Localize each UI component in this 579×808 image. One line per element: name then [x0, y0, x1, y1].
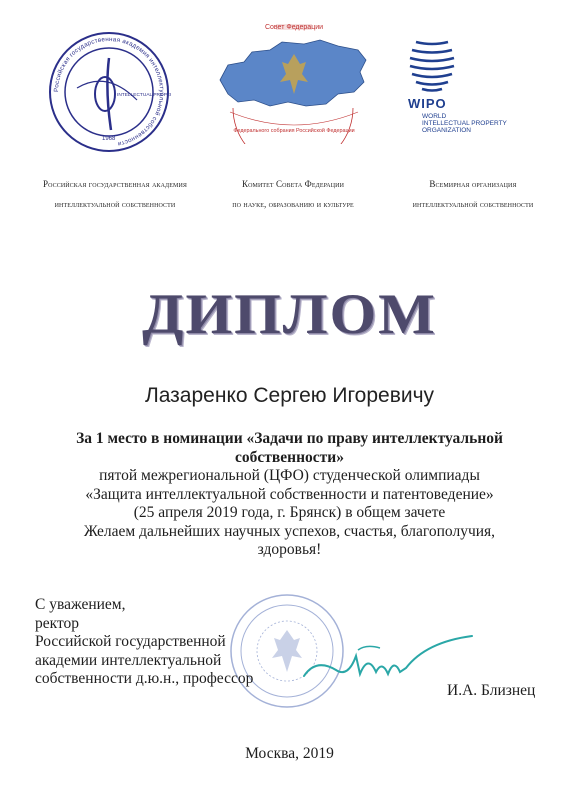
award-line-7: здоровья! — [257, 541, 322, 558]
award-line-3: пятой межрегиональной (ЦФО) студенческой олимпиады — [99, 467, 480, 484]
org-caption-left — [20, 174, 210, 214]
rgais-ring-text: Российская государственная академия интеллектуальной собственности — [52, 35, 166, 148]
rgais-logo — [47, 30, 171, 154]
award-line-6: Желаем дальнейших научных успехов, счастья, благополучия, — [83, 522, 496, 540]
org-caption-center-line2: по науке, образованию и культуре — [232, 199, 354, 209]
wipo-line1: WORLD — [422, 113, 447, 120]
org-caption-right — [378, 174, 568, 214]
org-caption-center-line1: Комитет Совета Федерации — [241, 179, 345, 189]
wipo-line2: INTELLECTUAL PROPERTY — [422, 120, 507, 127]
rgais-year: 1968 — [102, 136, 116, 142]
signature-line-4: академии интеллектуальной — [35, 651, 222, 669]
wipo-acronym: WIPO — [408, 96, 447, 111]
org-caption-center — [198, 174, 388, 214]
federation-council-logo — [208, 20, 374, 144]
award-line-1: За 1 место в номинации «Задачи по праву интеллектуальной — [76, 430, 503, 447]
wipo-logo — [398, 32, 554, 142]
award-line-5: (25 апреля 2019 года, г. Брянск) в общем зачете — [133, 504, 446, 521]
fc-bottom-text: Федерального собрания Российской Федерации — [233, 128, 355, 134]
signature-line-1: С уважением, — [35, 596, 126, 613]
handwritten-signature — [296, 628, 486, 688]
signature-line-5: собственности д.ю.н., профессор — [35, 670, 254, 687]
rgais-inner-text: INTELLECTUAL PROPE — [117, 93, 171, 98]
award-line-2: собственности» — [235, 448, 344, 466]
signature-line-3: Российской государственной — [35, 633, 226, 650]
org-caption-right-line2: интеллектуальной собственности — [412, 199, 534, 209]
award-text — [30, 430, 549, 560]
city-year: Москва, 2019 — [245, 745, 334, 762]
wipo-line3: ORGANIZATION — [422, 127, 471, 134]
svg-text:Российская государственная ака — [53, 36, 165, 147]
recipient-name: Лазаренко Сергею Игоревичу — [144, 384, 435, 407]
org-caption-left-line2: интеллектуальной собственности — [54, 199, 176, 209]
diploma-title: ДИПЛОМ — [142, 282, 437, 346]
signature-block — [35, 596, 253, 689]
org-caption-left-line1: Российская государственная академия — [43, 179, 187, 189]
signer-name: И.А. Близнец — [447, 682, 536, 699]
org-caption-right-line1: Всемирная организация — [429, 179, 517, 189]
signature-line-2: ректор — [35, 614, 80, 632]
award-line-4: «Защита интеллектуальной собственности и патентоведение» — [85, 485, 494, 503]
fc-top-text: Совет Федерации — [264, 24, 324, 31]
